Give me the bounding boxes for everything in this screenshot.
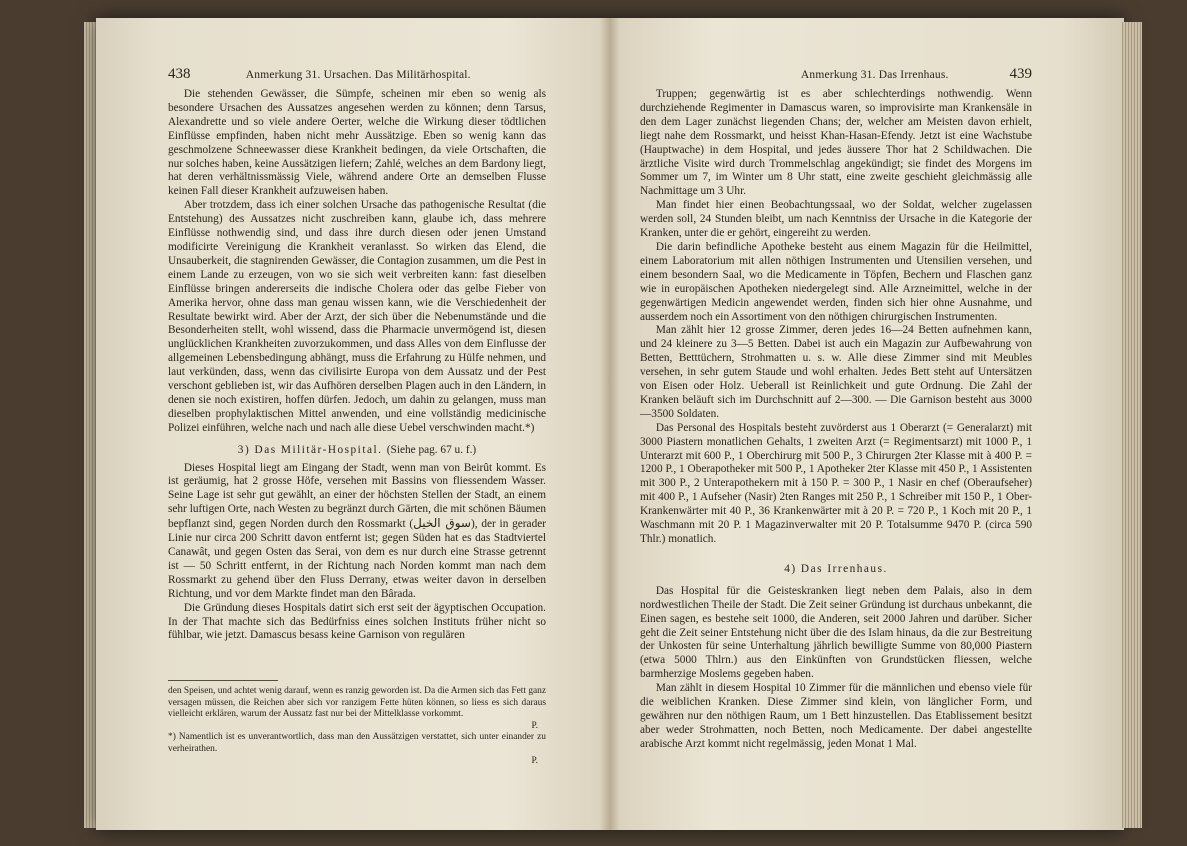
page-number-left: 438: [168, 66, 191, 82]
section-heading-reference: (Siehe pag. 67 u. f.): [386, 443, 477, 456]
paragraph-text: Dieses Hospital liegt am Eingang der Stadt, wenn man von Beirût kommt. Es ist geräumig, hat 2 grosse Höfe, versehen mit Bassins von fliessendem Wasser. Seine Lage ist sehr gut gewählt, an einer der höchsten Stellen der Stadt, an einem sehr luftigen Orte, nach Westen zu begränzt durch Gärten, die mit schönen Bäumen bepflanzt sind, gegen Norden durch den Rossmarkt (: [168, 461, 546, 531]
running-head-left-text: Anmerkung 31. Ursachen. Das Militärhospital.: [245, 69, 471, 81]
page-number-right: 439: [1009, 66, 1032, 82]
paragraph: Die darin befindliche Apotheke besteht aus einem Magazin für die Heilmittel, einem Laboratorium mit allen nöthigen Instrumenten und Utensilien versehen, und einem besondern Saal, wo die Medicamente in Töpfen, Bechern und Flaschen ganz wie in europäischen Apotheken niedergelegt sind. Alle Arzneimittel, welche in der gegenwärtigen Medicin angewendet werden, finden sich hier ohne Ausnahme, und ausserdem noch ein Assortiment von den nöthigen chirurgischen Instrumenten.: [640, 240, 1032, 323]
footnote-rule: [168, 680, 278, 681]
arabic-term: سوق الخيل: [413, 516, 471, 531]
paragraph: Das Hospital für die Geisteskranken liegt neben dem Palais, also in dem nordwestlichen Theile der Stadt. Die Zeit seiner Gründung ist durchaus unbekannt, die Einen sagen, es bestehe seit 1000, die Anderen, seit 2000 Jahren und darüber. Sicher geht die Zeit seiner Entstehung nicht über die des Islam hinaus, da die zur Bestreitung der Unkosten für seine Unterhaltung jährlich bewilligte Summe von 80,000 Piastern (etwa 5000 Thlrn.) aus den Einkünften von Grundstücken fliessen, welche barmherzige Moslems gegeben haben.: [640, 584, 1032, 681]
paragraph: Das Personal des Hospitals besteht zuvörderst aus 1 Oberarzt (= Generalarzt) mit 3000 Piastern monatlichen Gehalts, 1 zweiten Arzt (= Regimentsarzt) mit 1000 P., 1 Unterarzt mit 600 P., 1 Oberchirurg mit 500 P., 3 Chirurgen 2ter Klasse mit à 400 P. = 1200 P., 1 Oberapotheker mit 500 P., 1 Apotheker 2ter Klasse mit 450 P., 1 Assistenten mit 300 P., 2 Unterapothekern mit à 150 P. = 300 P., 1 Nasir en chef (Oberaufseher) mit 400 P., 1 Aufseher (Nasir) 2ten Ranges mit 250 P., 1 Schreiber mit 150 P., 1 Ober-Krankenwärter mit 40 P., 36 Krankenwärter mit à 20 P. = 720 P., 1 Koch mit 20 P., 1 Waschmann mit 20 P. 1 Magazinverwalter mit 20 P. Totalsumme 9470 P. (circa 590 Thlr.) monatlich.: [640, 421, 1032, 545]
footnote-text: den Speisen, und achtet wenig darauf, wenn es ranzig geworden ist. Da die Armen sich das Fett ganz versagen müssen, die Reichen aber sich vor ranzigem Fette hüten können, so liess es sich daraus vielleicht erklären, warum der Aussatz fast nur bei der Mittelklasse vorkommt.: [168, 686, 547, 720]
section-heading-irrenhaus: 4) Das Irrenhaus.: [784, 562, 888, 575]
paragraph-text: ), der in gerader Linie nur circa 200 Schritt davon entfernt ist; gegen Süden hat es das Stadtviertel Canawât, und gegen Osten das Serai, von dem es nur durch eine Strasse getrennt ist — 50 Schritt entfernt, in der Richtung nach Norden kommt man nach dem Rossmarkt zu gehend über den Fluss Derrany, etwas weiter davon in derselben Richtung, und vor dem Markte findet man den Bârada.: [168, 518, 546, 600]
footnote-text: *) Namentlich ist es unverantwortlich, dass man den Aussätzigen verstattet, sich unter einander zu verheirathen.: [168, 732, 546, 754]
paragraph: Truppen; gegenwärtig ist es aber schlechterdings nothwendig. Wenn durchziehende Regimenter in Damascus waren, so improvisirte man Krankensäle in den dem Lager zunächst liegenden Chans; der, welcher am Meisten davon erhielt, liegt nahe dem Rossmarkt, und heisst Khan-Hasan-Efendy. Jetzt ist eine Wachstube (Hauptwache) in dem Hospital, und jedes äussere Thor hat 2 Schildwachen. Die ärztliche Visite wird durch Trommelschlag angekündigt; sie findet des Morgens im Sommer um 7, im Winter um 8 Uhr statt, eine zweite geschieht gleichmässig alle Nachmittage um 3 Uhr.: [640, 88, 1032, 198]
running-head-right-text: Anmerkung 31. Das Irrenhaus.: [800, 69, 949, 81]
paragraph: Aber trotzdem, dass ich einer solchen Ursache das pathogenische Resultat (die Entstehung) des Aussatzes nicht zuschreiben kann, glaube ich, dass mehrere Einflüsse nothwendig sind, und dass ihre durch diesen oder jenen Umstand modificirte Vereinigung die Krankheit veranlasst. So wirken das Elend, die Unsauberkeit, die stagnirenden Gewässer, die Contagion zusammen, um die Pest in einem Lande zu erzeugen, von wo sie sich weit verbreiten kann: fast dieselben Einflüsse bringen andererseits die indische Cholera oder das gelbe Fieber von Amerika hervor, ohne dass man genau wissen kann, wie die Verschiedenheit der Resultate bewirkt wird. Aber der Arzt, der sich über die Nebenumstände und die Besonderheiten stellt, wohl wissend, dass die Pharmacie unvermögend ist, diesen unglücklichen Krankheiten zuvorzukommen, und dass Alles von dem Einflusse der allgemeinen Lebensbedingung abhängt, muss die Erfahrung zu Hülfe nehmen, und laut verkünden, dass, wenn das civilisirte Europa von dem Aussatz und der Pest verschont geblieben ist, wir das Aufhören derselben Plagen auch in den Ländern, in denen sie noch existiren, hoffen dürfen. Jedoch, um dahin zu gelangen, muss man dieselben prophylaktischen Mittel anwenden, und eine vollständig medicinische Polizei einführen, welche nach und nach alle diese Uebel verschwinden macht.*): [168, 199, 546, 434]
left-page-body: [168, 88, 546, 643]
footnote-signature: P.: [531, 720, 538, 731]
paragraph: Die stehenden Gewässer, die Sümpfe, scheinen mir eben so wenig als besondere Ursachen des Aussatzes angesehen werden zu können; denn Tarsus, Alexandrette und so viele andere Oerter, welche die Wirkung dieser tödtlichen Einflüsse empfinden, haben nicht mehr Aussätzige. Eben so wenig kann das geschmolzene Schneewasser diese Krankheit bedingen, da viele Ortschaften, die nur solches haben, keine Aussätzigen liefern; Zahlé, welches an dem Bardony liegt, hat deren verhältnissmässig Viele, während andere Orte an demselben Flusse keinen Fall dieser Krankheit aufzuweisen haben.: [168, 88, 546, 198]
section-heading-title: 3) Das Militär-Hospital.: [237, 443, 383, 456]
page-edges-right: [1122, 22, 1142, 828]
footnotes: [168, 686, 546, 767]
paragraph: Man zählt in diesem Hospital 10 Zimmer für die männlichen und ebenso viele für die weiblichen Kranken. Diese Zimmer sind klein, von länglicher Form, und gewähren nur den nöthigen Raum, um 1 Bett hinzustellen. Das Etablissement besitzt aber weder Strohmatten, noch Betten, noch Medicamente. Der dabei angestellte arabische Arzt kommt nicht regelmässig, jeden Monat 1 Mal.: [640, 682, 1032, 750]
paragraph: [168, 462, 546, 602]
footnote: [168, 732, 546, 767]
footnote: [168, 686, 546, 732]
footnote-signature: P.: [531, 755, 538, 766]
running-head-left: [168, 66, 546, 83]
running-head-right: [640, 66, 1032, 83]
paragraph: Man zählt hier 12 grosse Zimmer, deren jedes 16—24 Betten aufnehmen kann, und 24 kleinere zu 3—5 Betten. Dabei ist auch ein Magazin zur Aufbewahrung von Betten, Betttüchern, Strohmatten u. s. w. Alle diese Zimmer sind mit Meubles versehen, in sehr gutem Staude und wohl erhalten. Jedes Bett steht auf Untersätzen von Eisen oder Holz. Ueberall ist Reinlichkeit und gute Ordnung. Die Zahl der Kranken beläuft sich im Durchschnitt auf 2—300. — Die Garnison besteht aus 3000—3500 Soldaten.: [640, 324, 1032, 420]
section-heading-militaer-hospital: [168, 444, 546, 458]
paragraph: Die Gründung dieses Hospitals datirt sich erst seit der ägyptischen Occupation. In der That machte sich das Bedürfniss eines solchen Instituts früher nicht so fühlbar, wie jetzt. Damascus besass keine Garnison von regulären: [168, 601, 546, 642]
paragraph: Man findet hier einen Beobachtungssaal, wo der Soldat, welcher zugelassen werden soll, 24 Stunden bleibt, um nach Kenntniss der Ursache in die Kategorie der Kranken, unter die er gehört, eingereiht zu werden.: [640, 199, 1032, 240]
right-page-body: [640, 88, 1032, 752]
